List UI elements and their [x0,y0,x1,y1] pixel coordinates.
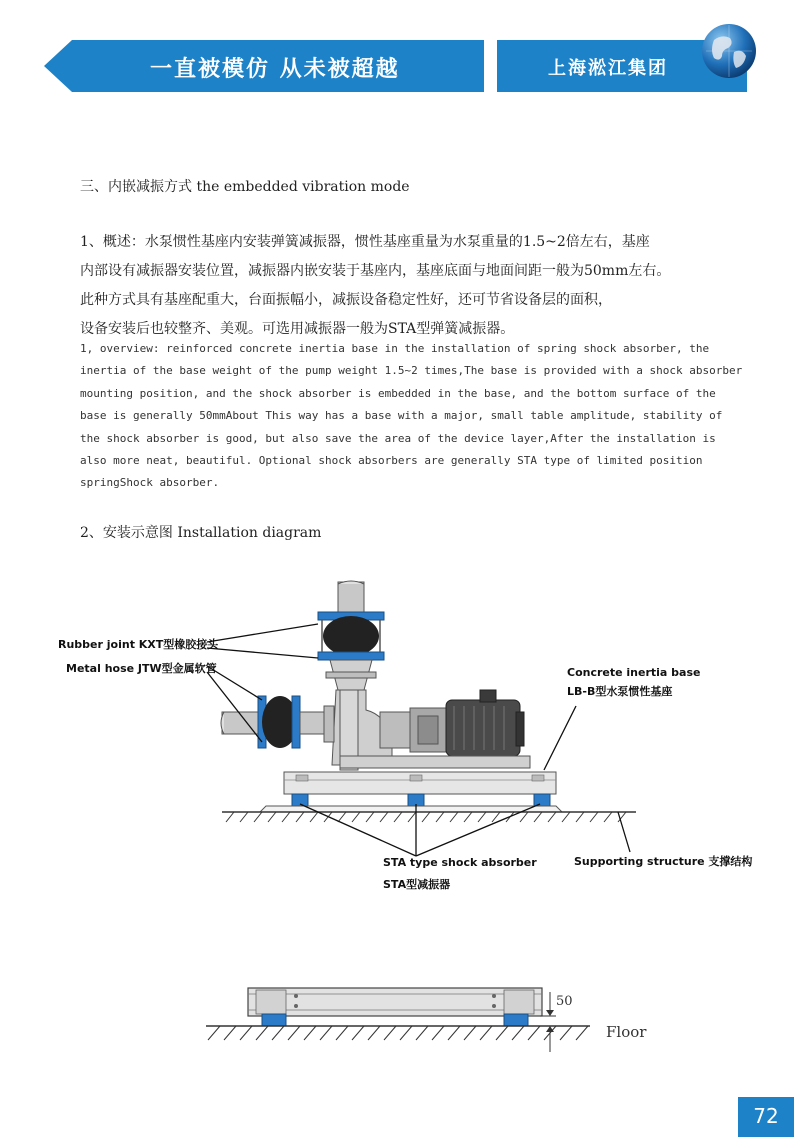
label-metal-hose: Metal hose JTW型金属软管 [66,662,217,675]
installation-title: 2、安装示意图 Installation diagram [80,525,322,541]
label-sta-absorber-zh: STA型减振器 [383,878,451,891]
base-section-diagram [0,975,800,1055]
overview-zh-line: 1、概述：水泵惯性基座内安装弹簧减振器，惯性基座重量为水泵重量的1.5~2倍左右，基座 [80,234,650,250]
floor-label: Floor [606,1023,647,1041]
overview-en-line: base is generally 50mmAbout This way has a base with a major, small table amplitude, stability of [80,409,723,423]
page-number: 72 [753,1104,779,1128]
header-slogan: 一直被模仿 从未被超越 [150,57,400,82]
overview-en-line: mounting position, and the shock absorber is embedded in the base, and the bottom surface of the [80,386,716,400]
section-title: 三、内嵌减振方式 the embedded vibration mode [80,179,410,195]
label-rubber-joint: Rubber joint KXT型橡胶接头 [58,638,219,651]
overview-en-line: inertia of the base weight of the pump weight 1.5~2 times,The base is provided with a shock absorber [80,364,743,378]
overview-en-line: the shock absorber is good, but also save the area of the device layer,After the installation is [80,431,716,445]
overview-zh-line: 内部设有减振器安装位置，减振器内嵌安装于基座内，基座底面与地面间距一般为50mm左右。 [80,263,671,279]
label-sta-absorber-en: STA type shock absorber [383,856,537,869]
overview-en-line: springShock absorber. [80,476,220,490]
dimension-label: 50 [556,994,573,1009]
label-supporting-structure: Supporting structure 支撑结构 [574,855,753,868]
pump-installation-diagram [0,560,800,900]
label-concrete-base-en: Concrete inertia base [567,666,701,679]
overview-en-line: also more neat, beautiful. Optional shock absorbers are generally STA type of limited position [80,454,703,468]
overview-zh-line: 设备安装后也较整齐、美观。可选用减振器一般为STA型弹簧减振器。 [80,321,515,337]
globe-logo-icon [700,22,758,80]
overview-en-line: 1, overview: reinforced concrete inertia base in the installation of spring shock absorber, the [80,342,710,355]
overview-en [80,338,743,495]
label-concrete-base-zh: LB-B型水泵惯性基座 [567,685,673,698]
header-company-name: 上海淞江集团 [548,58,668,79]
overview-zh [80,228,720,344]
overview-zh-line: 此种方式具有基座配重大，台面振幅小，减振设备稳定性好，还可节省设备层的面积， [80,292,612,308]
